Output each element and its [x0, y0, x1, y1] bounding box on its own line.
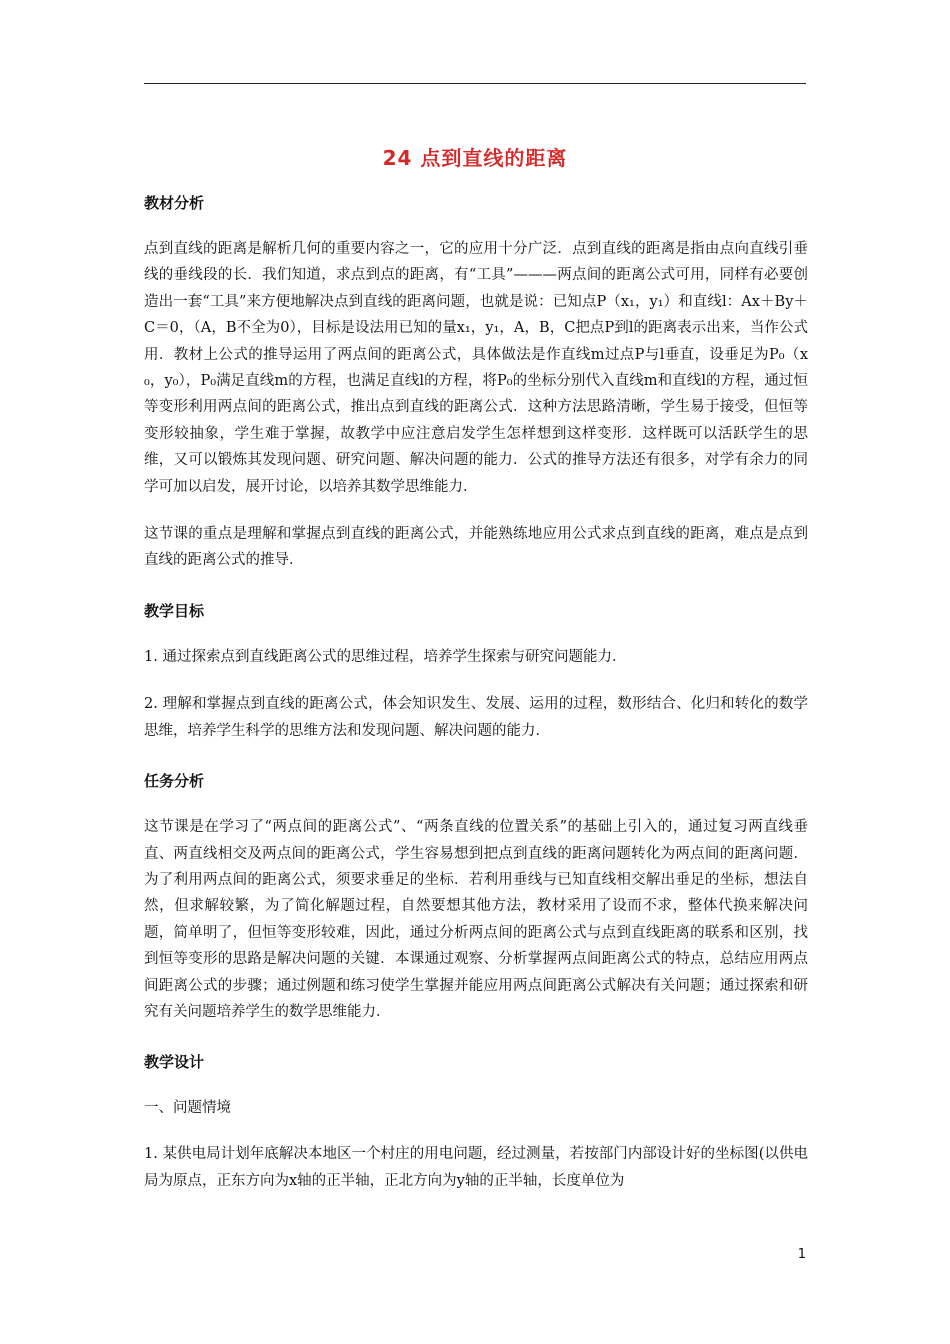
goal-item-2: 2. 理解和掌握点到直线的距离公式，体会知识发生、发展、运用的过程，数形结合、化归和转化的数学思维，培养学生科学的思维方法和发现问题、解决问题的能力．: [144, 696, 808, 739]
section-heading-goals: 教学目标: [144, 601, 205, 620]
header-rule: [144, 83, 806, 84]
page-number: 1: [797, 1247, 806, 1262]
document-body: [144, 190, 808, 1215]
task-paragraph-1: 这节课是在学习了“两点间的距离公式”、“两条直线的位置关系”的基础上引入的，通过复习两直线垂直、两直线相交及两点间的距离公式，学生容易想到把点到直线的距离问题转化为两点间的距离问题．为了利用两点间的距离公式，须要求垂足的坐标．若利用垂线与已知直线相交解出垂足的坐标，想法自然，但求解较繁，为了简化解题过程，自然要想其他方法，教材采用了设而不求，整体代换来解决问题，简单明了，但恒等变形较难，因此，通过分析两点间的距离公式与点到直线距离的联系和区别，找到恒等变形的思路是解决问题的关键．本课通过观察、分析掌握两点间距离公式的特点，总结应用两点间距离公式的步骤；通过例题和练习使学生掌握并能应用两点间距离公式解决有关问题；通过探索和研究有关问题培养学生的数学思维能力．: [144, 819, 808, 1020]
page-title: 24 点到直线的距离: [382, 146, 568, 170]
goal-item-1: 1. 通过探索点到直线距离公式的思维过程，培养学生探索与研究问题能力．: [144, 648, 627, 665]
design-subheading-1: 一、问题情境: [144, 1100, 231, 1117]
design-item-1: 1. 某供电局计划年底解决本地区一个村庄的用电问题，经过测量，若按部门内部设计好的坐标图(以供电局为原点，正东方向为x轴的正半轴，正北方向为y轴的正半轴，长度单位为: [144, 1146, 808, 1189]
analysis-paragraph-2: 这节课的重点是理解和掌握点到直线的距离公式，并能熟练地应用公式求点到直线的距离，难点是点到直线的距离公式的推导．: [144, 526, 808, 569]
analysis-paragraph-1: 点到直线的距离是解析几何的重要内容之一，它的应用十分广泛．点到直线的距离是指由点向直线引垂线的垂线段的长．我们知道，求点到点的距离，有“工具”———两点间的距离公式可用，同样有必要创造出一套“工具”来方便地解决点到直线的距离问题，也就是说：已知点P（x₁，y₁）和直线l：Ax＋By＋C＝0，（A，B不全为0），目标是设法用已知的量x₁，y₁，A，B，C把点P到l的距离表示出来，当作公式用．教材上公式的推导运用了两点间的距离公式，具体做法是作直线m过点P与l垂直，设垂足为P₀（x₀，y₀），P₀满足直线m的方程，也满足直线l的方程，将P₀的坐标分别代入直线m和直线l的方程，通过恒等变形利用两点间的距离公式，推出点到直线的距离公式．这种方法思路清晰，学生易于接受，但恒等变形较抽象，学生难于掌握，故教学中应注意启发学生怎样想到这样变形．这样既可以活跃学生的思维，又可以锻炼其发现问题、研究问题、解决问题的能力．公式的推导方法还有很多，对学有余力的同学可加以启发，展开讨论，以培养其数学思维能力．: [144, 241, 808, 495]
section-heading-analysis: 教材分析: [144, 194, 205, 212]
section-heading-task: 任务分析: [144, 772, 205, 791]
section-heading-design: 教学设计: [144, 1053, 205, 1072]
